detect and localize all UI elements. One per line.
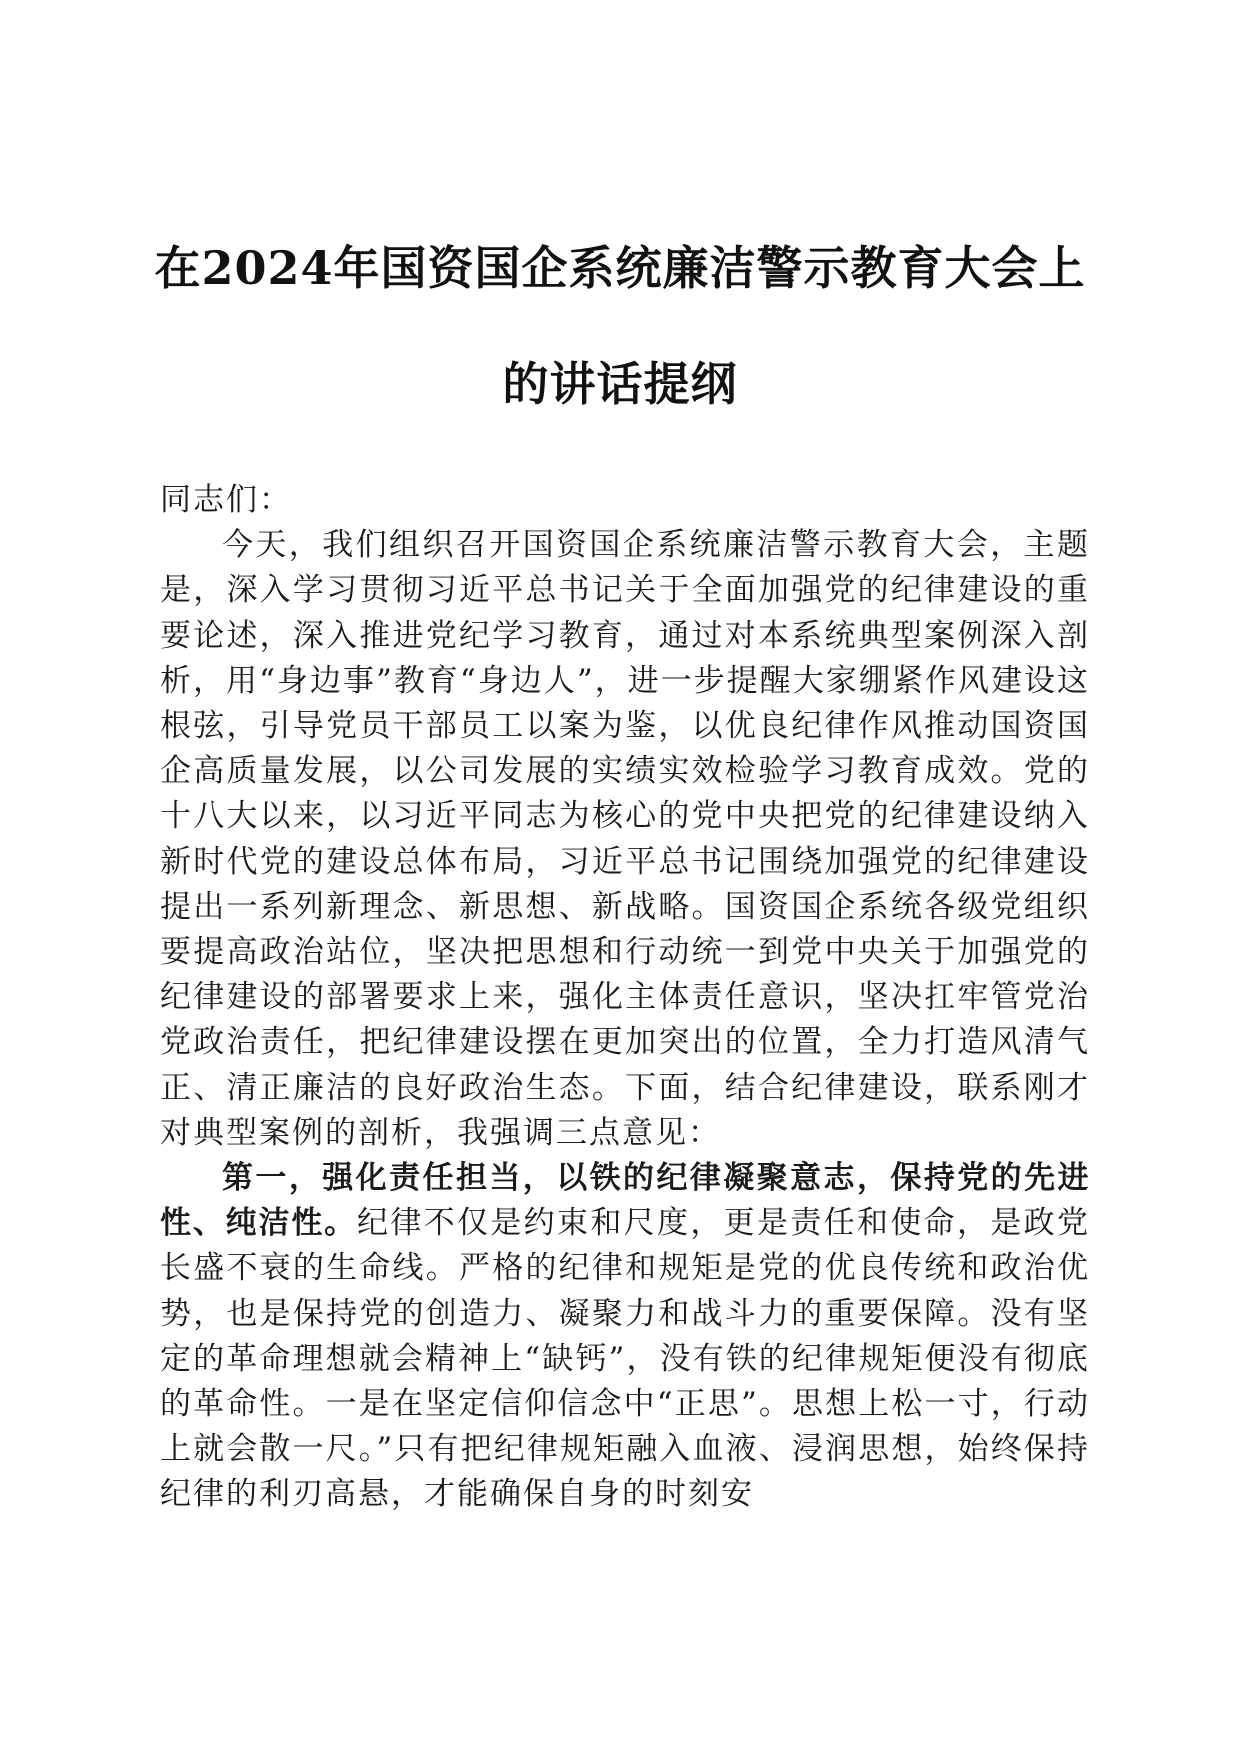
document-body <box>160 478 1090 1518</box>
document-title-line-1: 在2024年国资国企系统廉洁警示教育大会上 <box>154 241 1086 295</box>
document-title-line-2: 的讲话提纲 <box>502 357 738 411</box>
section-1-heading: 第一，强化责任担当，以铁的纪律凝聚意志，保持党的先进性、纯洁性。 <box>160 1160 1090 1242</box>
salutation: 同志们： <box>160 482 292 518</box>
paragraph-intro: 今天，我们组织召开国资国企系统廉洁警示教育大会，主题是，深入学习贯彻习近平总书记关于全面加强党的纪律建设的重要论述，深入推进党纪学习教育，通过对本系统典型案例深入剖析，用“身边事”教育“身边人”，进一步提醒大家绷紧作风建设这根弦，引导党员干部员工以案为鉴，以优良纪律作风推动国资国企高质量发展，以公司发展的实绩实效检验学习教育成效。党的十八大以来，以习近平同志为核心的党中央把党的纪律建设纳入新时代党的建设总体布局，习近平总书记围绕加强党的纪律建设提出一系列新理念、新思想、新战略。国资国企系统各级党组织要提高政治站位，坚决把思想和行动统一到党中央关于加强党的纪律建设的部署要求上来，强化主体责任意识，坚决扛牢管党治党政治责任，把纪律建设摆在更加突出的位置，全力打造风清气正、清正廉洁的良好政治生态。下面，结合纪律建设，联系刚才对典型案例的剖析，我强调三点意见： <box>160 527 1090 1151</box>
section-1-text: 纪律不仅是约束和尺度，更是责任和使命，是政党长盛不衰的生命线。严格的纪律和规矩是党的优良传统和政治优势，也是保持党的创造力、凝聚力和战斗力的重要保障。没有坚定的革命理想就会精神上“缺钙”，没有铁的纪律规矩便没有彻底的革命性。一是在坚定信仰信念中“正思”。思想上松一寸，行动上就会散一尺。”只有把纪律规矩融入血液、浸润思想，始终保持纪律的利刃高悬，才能确保自身的时刻安 <box>160 1205 1090 1513</box>
paragraph-section-1 <box>160 1156 1090 1518</box>
